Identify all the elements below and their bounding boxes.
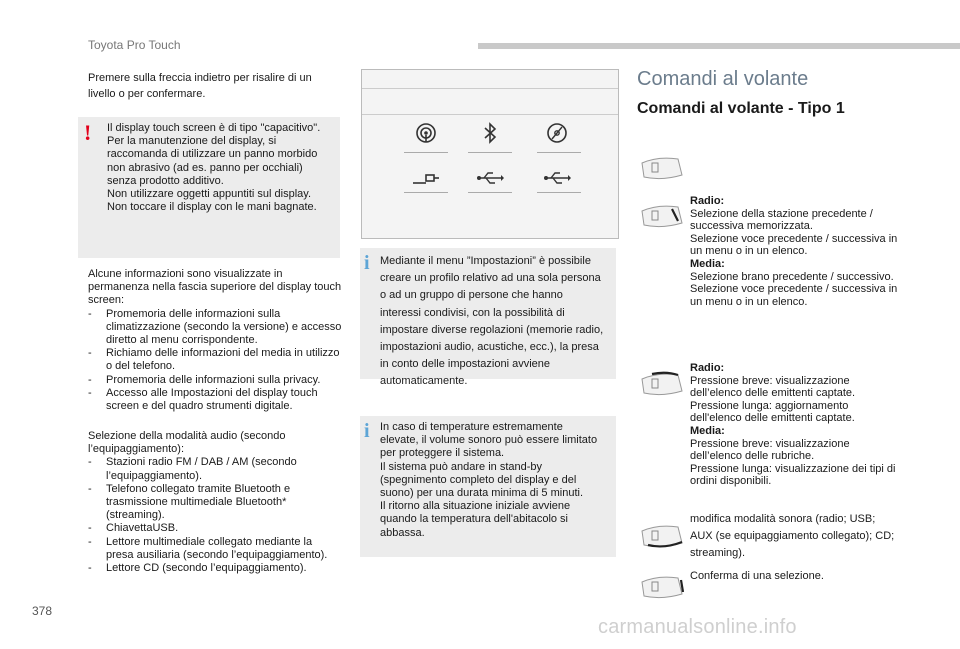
warning-line: Non toccare il display con le mani bagnate.: [107, 201, 317, 214]
divider: [468, 192, 512, 193]
desc-line: Selezione della stazione precedente / successiva memorizzata.: [690, 207, 873, 233]
desc-line: Selezione voce precedente / successiva in un menu o in un elenco.: [690, 232, 898, 258]
list-item: - Promemoria delle informazioni sulla climatizzazione (secondo la versione) e accesso diretto al menu corrispondente.: [88, 308, 342, 348]
info-list-block: [88, 268, 342, 413]
divider: [537, 152, 581, 153]
desc-line: Pressione lunga: visualizzazione dei tipi di ordini disponibili.: [690, 462, 896, 488]
info-icon: i: [364, 252, 370, 274]
divider: [362, 88, 618, 89]
steering-switch-icon: [638, 155, 684, 181]
audio-intro: Selezione della modalità audio (secondo l’equipaggiamento):: [88, 430, 286, 456]
label: Media:: [690, 257, 725, 270]
radio-icon[interactable]: [406, 118, 446, 148]
switch-desc-2: [690, 362, 900, 488]
label: Media:: [690, 424, 725, 437]
info-list: [88, 308, 342, 414]
list-item: - Lettore CD (secondo l’equipaggiamento).: [88, 562, 342, 575]
section-title: Comandi al volante: [637, 68, 809, 90]
divider: [537, 192, 581, 193]
watermark: carmanualsonline.info: [598, 616, 797, 638]
aux-jack-icon[interactable]: [406, 163, 446, 193]
info-line: Il ritorno alla situazione iniziale avviene quando la temperatura dell'abitacolo si abbassa.: [380, 500, 571, 539]
list-item: - Accesso alle Impostazioni del display touch screen e del quadro strumenti digitale.: [88, 387, 342, 413]
switch-desc-3: modifica modalità sonora (radio; USB; AUX (se equipaggiamento collegato); CD; streaming).: [690, 513, 895, 559]
warning-line: Il display touch screen è di tipo "capacitivo".: [107, 122, 321, 134]
screen-illustration: [361, 69, 619, 239]
sub-title: Comandi al volante - Tipo 1: [637, 100, 845, 117]
steering-switch-icon: [638, 574, 684, 600]
list-item: - Lettore multimediale collegato mediante la presa ausiliaria (secondo l’equipaggiamento).: [88, 536, 342, 562]
info-line: Il sistema può andare in stand-by (spegnimento completo del display e del suono) per una durata minima di 5 minuti.: [380, 460, 583, 500]
info-text: [380, 421, 604, 540]
info-box-profiles: [360, 248, 616, 388]
desc-line: Selezione brano precedente / successivo.: [690, 270, 894, 283]
info-icon: i: [364, 420, 370, 442]
list-item: - Richiamo delle informazioni del media in utilizzo o del telefono.: [88, 347, 342, 373]
switch-desc-1: [690, 195, 900, 308]
usb-icon[interactable]: [537, 163, 577, 193]
list-item: - Promemoria delle informazioni sulla privacy.: [88, 374, 342, 387]
info-box-temperature: [360, 416, 616, 557]
divider: [468, 152, 512, 153]
audio-list-block: [88, 430, 342, 575]
desc-line: Selezione voce precedente / successiva in un menu o in un elenco.: [690, 283, 898, 308]
cd-icon[interactable]: [537, 118, 577, 148]
desc-line: Pressione breve: visualizzazione dell’elenco delle emittenti captate.: [690, 374, 856, 400]
divider: [362, 114, 618, 115]
list-item: - Telefono collegato tramite Bluetooth e trasmissione multimediale Bluetooth* (streaming).: [88, 483, 342, 523]
warning-icon: !: [84, 120, 92, 145]
page-number: 378: [32, 604, 53, 618]
info-line: In caso di temperature estremamente elevate, il volume sonoro può essere limitato per proteggere il sistema.: [380, 421, 598, 460]
usb-icon[interactable]: [470, 163, 510, 193]
steering-switch-icon: [638, 523, 684, 549]
header-bar: [478, 43, 960, 49]
warning-line: Per la manutenzione del display, si raccomanda di utilizzare un panno morbido non abrasivo (ad es. panno per occhiali) senza prodotto additivo.: [107, 135, 318, 187]
list-item: - ChiavettaUSB.: [88, 522, 342, 535]
header-title: Toyota Pro Touch: [88, 38, 181, 52]
desc-line: Pressione breve: visualizzazione dell’elenco delle rubriche.: [690, 437, 850, 463]
list-item: - Stazioni radio FM / DAB / AM (secondo l’equipaggiamento).: [88, 456, 342, 482]
info-text: Mediante il menu ”Impostazioni” è possibile creare un profilo relativo ad una sola persona o ad un gruppo di persone che hanno interessi condivisi, con la possibilità di impostare diverse regolazioni (memorie radio, impostazioni audio, acustiche, ecc.), la presa in conto delle impostazioni avviene automaticamente.: [380, 255, 604, 388]
label: Radio:: [690, 362, 725, 374]
intro-text: Premere sulla freccia indietro per risalire di un livello o per confermare.: [88, 72, 312, 100]
divider: [404, 192, 448, 193]
warning-box: [78, 117, 340, 258]
warning-line: Non utilizzare oggetti appuntiti sul display.: [107, 188, 312, 201]
warning-text: [107, 122, 335, 214]
divider: [404, 152, 448, 153]
label: Radio:: [690, 195, 725, 207]
steering-switch-icon: [638, 371, 684, 397]
bluetooth-icon[interactable]: [470, 118, 510, 148]
info-intro: Alcune informazioni sono visualizzate in permanenza nella fascia superiore del display touch screen:: [88, 268, 342, 307]
steering-switch-icon: [638, 203, 684, 229]
switch-desc-4: Conferma di una selezione.: [690, 570, 824, 582]
desc-line: Pressione lunga: aggiornamento dell'elenco delle emittenti captate.: [690, 399, 855, 425]
audio-list: [88, 456, 342, 575]
